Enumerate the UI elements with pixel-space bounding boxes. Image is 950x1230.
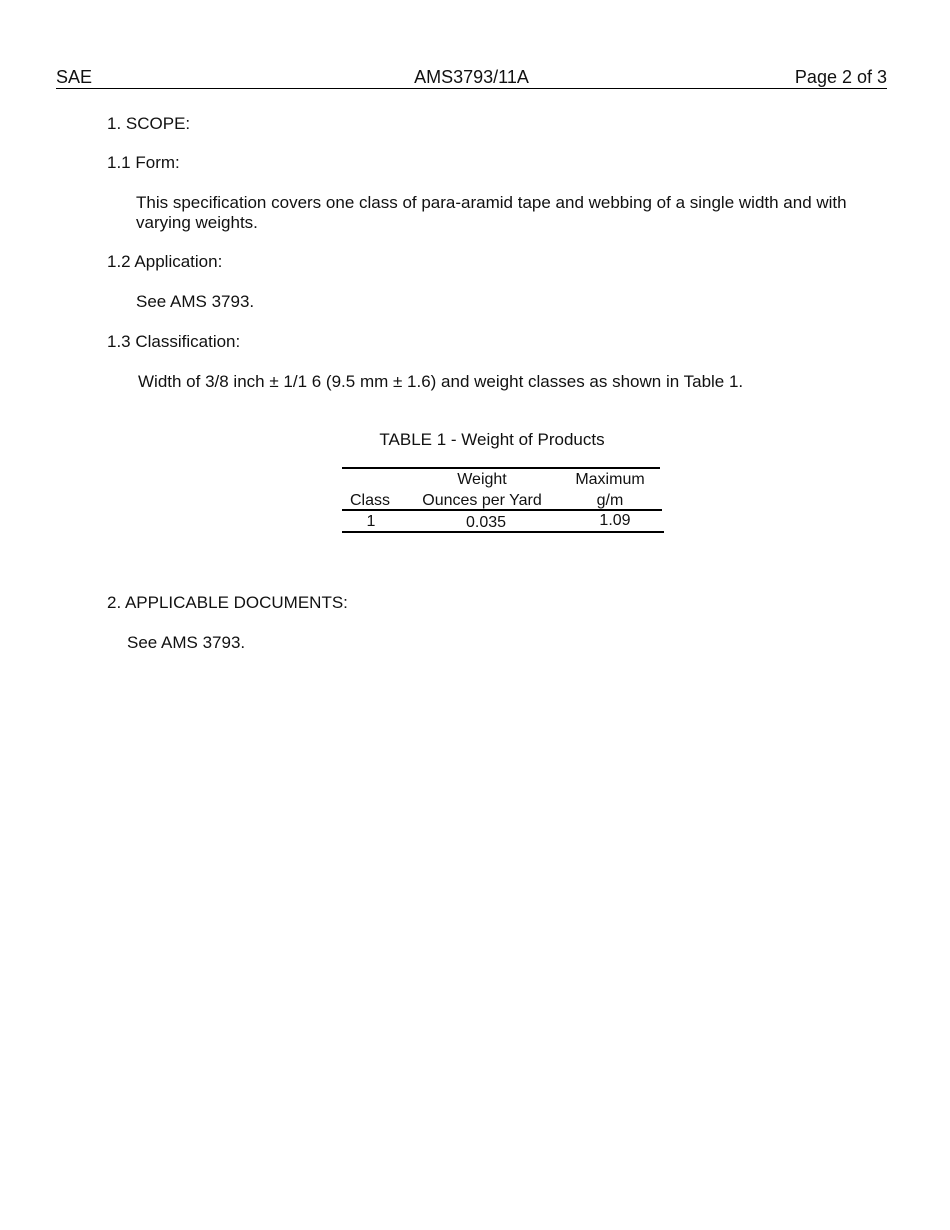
application-text: See AMS 3793. <box>136 292 255 311</box>
header-doc-number: AMS3793/11A <box>414 67 529 87</box>
form-heading: 1.1 Form: <box>107 153 180 172</box>
applicable-documents-heading: 2. APPLICABLE DOCUMENTS: <box>107 593 348 612</box>
header-page-number: Page 2 of 3 <box>794 67 887 87</box>
row-class-cell: 1 <box>366 513 376 530</box>
page-header <box>56 67 887 89</box>
header-weight-bottom: Ounces per Yard <box>422 492 542 509</box>
classification-heading: 1.3 Classification: <box>107 332 241 351</box>
row-weight-cell: 0.035 <box>465 514 507 531</box>
header-org: SAE <box>56 67 93 87</box>
scope-heading: 1. SCOPE: <box>107 114 191 133</box>
application-heading: 1.2 Application: <box>107 252 223 271</box>
header-weight-top: Weight <box>457 471 507 488</box>
header-max-top: Maximum <box>575 471 645 488</box>
row-max-cell: 1.09 <box>599 512 631 529</box>
applicable-documents-text: See AMS 3793. <box>127 633 246 652</box>
form-text: This specification covers one class of para-aramid tape and webbing of a single width and with varying weights. <box>136 193 847 232</box>
classification-text: Width of 3/8 inch ± 1/1 6 (9.5 mm ± 1.6) and weight classes as shown in Table 1. <box>138 372 744 391</box>
header-class: Class <box>349 492 390 509</box>
table-title: TABLE 1 - Weight of Products <box>379 430 605 449</box>
table-bottom-rule <box>342 531 664 533</box>
table-top-rule <box>342 467 660 469</box>
header-max-bottom: g/m <box>596 492 624 509</box>
